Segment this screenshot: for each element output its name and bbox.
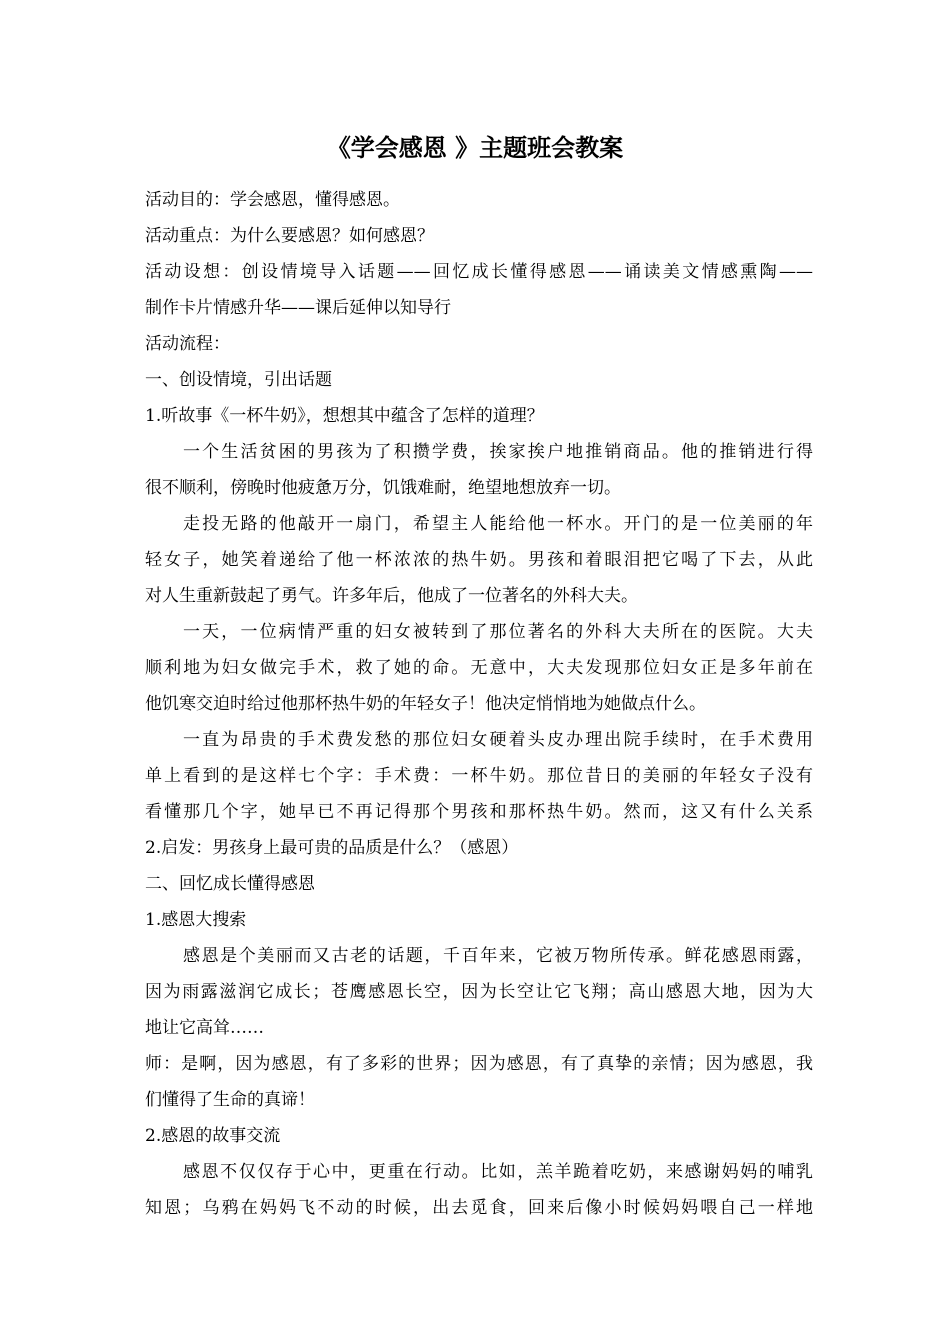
subsection-heading: 1.感恩大搜索 (145, 910, 247, 930)
document-title: 《学会感恩 》主题班会教案 (326, 133, 624, 162)
plan-line: 活动设想：创设情境导入话题——回忆成长懂得感恩——诵读美文情感熏陶—— (145, 262, 813, 282)
section-heading: 一、创设情境，引出话题 (145, 370, 332, 390)
paragraph-line: 们懂得了生命的真谛！ (145, 1090, 315, 1110)
subsection-heading: 2.感恩的故事交流 (145, 1126, 281, 1146)
paragraph-line: 看懂那几个字，她早已不再记得那个男孩和那杯热牛奶。然而，这又有什么关系 (145, 802, 813, 822)
objective-line: 活动目的：学会感恩，懂得感恩。 (145, 190, 400, 210)
paragraph-line: 一直为昂贵的手术费发愁的那位妇女硬着头皮办理出院手续时，在手术费用 (183, 730, 813, 750)
subsection-heading: 1.听故事《一杯牛奶》，想想其中蕴含了怎样的道理？ (145, 406, 544, 426)
document-body (145, 182, 813, 1226)
paragraph-line: 一个生活贫困的男孩为了积攒学费，挨家挨户地推销商品。他的推销进行得 (183, 442, 813, 462)
paragraph-line: 单上看到的是这样七个字：手术费：一杯牛奶。那位昔日的美丽的年轻女子没有 (145, 766, 813, 786)
paragraph-line: 走投无路的他敲开一扇门，希望主人能给他一杯水。开门的是一位美丽的年 (183, 514, 813, 534)
paragraph-line: 地让它高耸…… (145, 1018, 264, 1038)
paragraph-line: 顺利地为妇女做完手术，救了她的命。无意中，大夫发现那位妇女正是多年前在 (145, 658, 813, 678)
subsection-heading: 2.启发：男孩身上最可贵的品质是什么？（感恩） (145, 838, 519, 858)
section-heading: 二、回忆成长懂得感恩 (145, 874, 315, 894)
paragraph-line: 他饥寒交迫时给过他那杯热牛奶的年轻女子！他决定悄悄地为她做点什么。 (145, 694, 706, 714)
paragraph-line: 知恩；乌鸦在妈妈飞不动的时候，出去觅食，回来后像小时候妈妈喂自己一样地 (145, 1198, 813, 1218)
paragraph-line: 感恩是个美丽而又古老的话题，千百年来，它被万物所传承。鲜花感恩雨露， (183, 946, 813, 966)
paragraph-line: 对人生重新鼓起了勇气。许多年后，他成了一位著名的外科大夫。 (145, 586, 638, 606)
process-heading: 活动流程： (145, 334, 230, 354)
paragraph-line: 因为雨露滋润它成长；苍鹰感恩长空，因为长空让它飞翔；高山感恩大地，因为大 (145, 982, 813, 1002)
paragraph-line: 很不顺利，傍晚时他疲惫万分，饥饿难耐，绝望地想放弃一切。 (145, 478, 621, 498)
paragraph-line: 一天，一位病情严重的妇女被转到了那位著名的外科大夫所在的医院。大夫 (183, 622, 813, 642)
paragraph-line: 师：是啊，因为感恩，有了多彩的世界；因为感恩，有了真挚的亲情；因为感恩，我 (145, 1054, 813, 1074)
paragraph-line: 轻女子，她笑着递给了他一杯浓浓的热牛奶。男孩和着眼泪把它喝了下去，从此 (145, 550, 813, 570)
plan-line: 制作卡片情感升华——课后延伸以知导行 (145, 298, 451, 318)
paragraph-line: 感恩不仅仅存于心中，更重在行动。比如，羔羊跪着吃奶，来感谢妈妈的哺乳 (183, 1162, 813, 1182)
focus-line: 活动重点：为什么要感恩？如何感恩？ (145, 226, 434, 246)
